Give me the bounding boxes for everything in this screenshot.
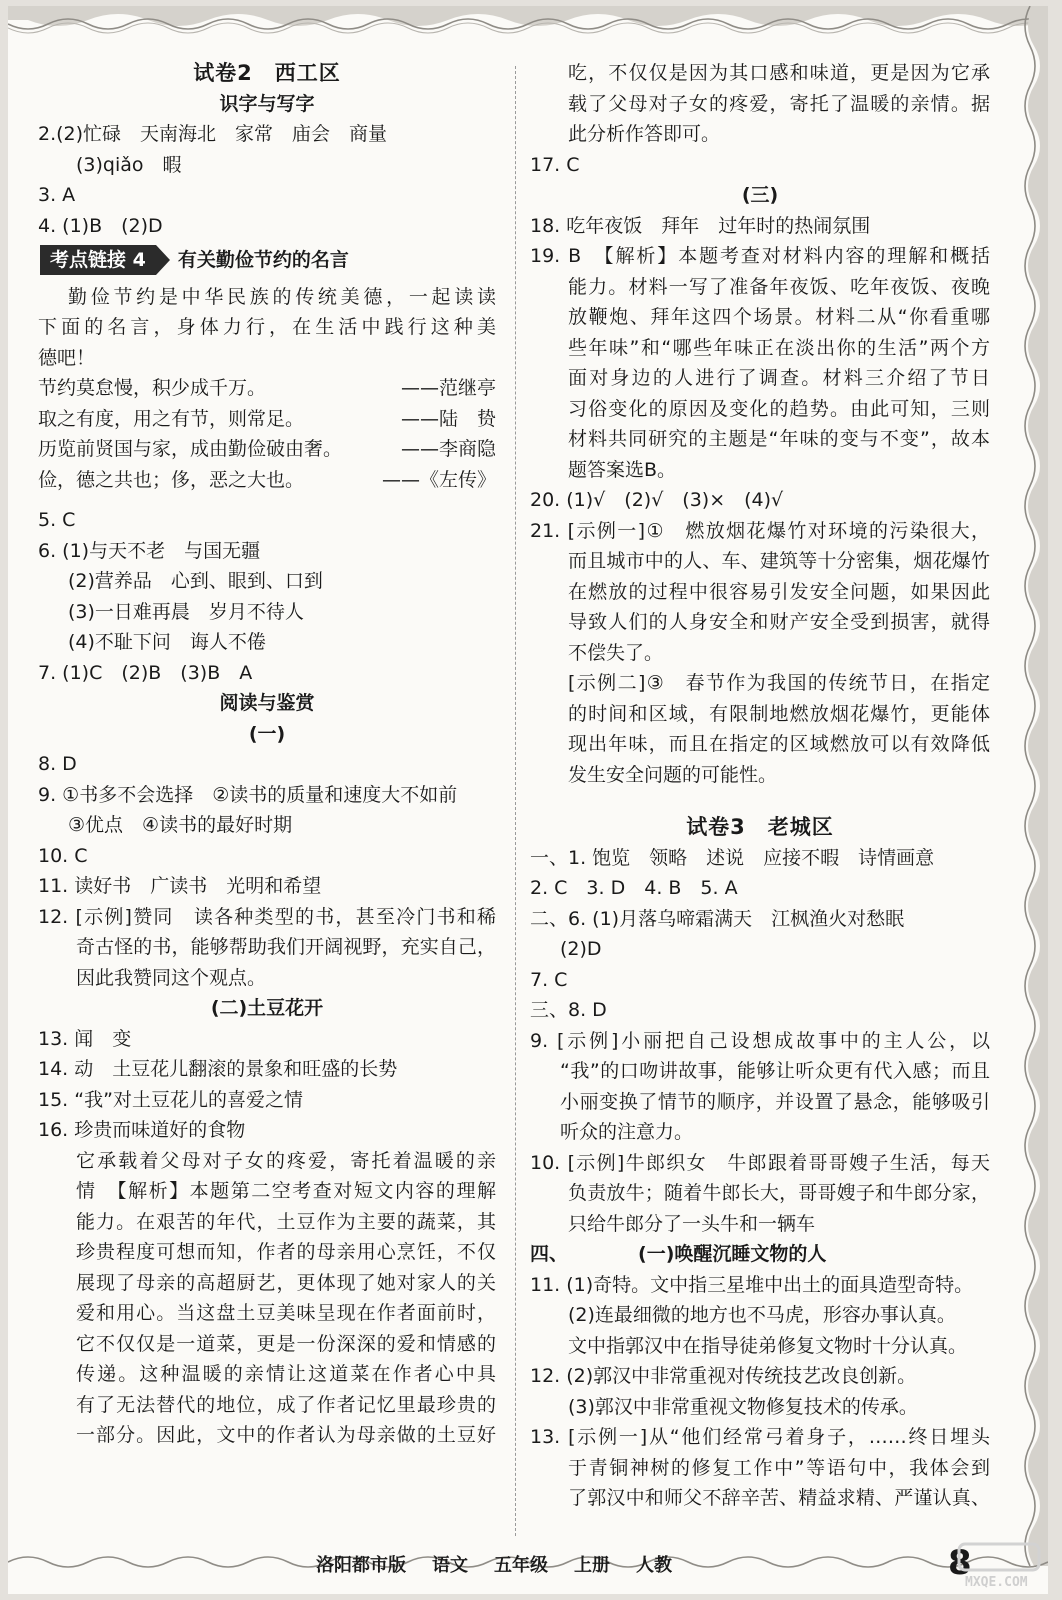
quote-text: 历览前贤国与家，成由勤俭破由奢。 [38,438,343,460]
answer-line: (2)连最细微的地方也不马虎，形容办事认真。 [568,1304,956,1326]
answer-line: 6. (1)与天不老 与国无疆 [38,539,261,562]
answer-line: 发生安全问题的可能性。 [568,763,778,786]
answer-line: 3. A [38,184,76,206]
answer-line: 18. 吃年夜饭 拜年 过年时的热闹氛围 [530,214,871,237]
answer-line: 16. 珍贵而味道好的食物 [38,1119,246,1141]
answer-line: 题答案选B。 [568,458,677,481]
watermark-text: MXQE.COM [965,1575,1028,1590]
quote-text: 俭，德之共也；侈，恶之大也。 [38,468,305,491]
answer-line: 5. C [38,509,76,531]
answer-line: 17. C [530,153,580,176]
footer-publisher: 人教 [636,1555,672,1576]
answer-line: 19. B 【解析】本题考查对材料内容的理解和概括 [530,245,990,267]
paper-title: 试卷3 老城区 [686,815,834,839]
footer-subject: 语文 [432,1555,468,1576]
subsection-heading: (三) [741,184,779,206]
answer-line: 载了父母对子女的疼爱，寄托了温暖的亲情。据 [568,92,990,115]
answer-line: 只给牛郎分了一头牛和一辆车 [568,1212,816,1235]
footer-term: 上册 [574,1555,610,1576]
footer-grade: 五年级 [494,1555,548,1576]
page-footer [8,1543,1048,1585]
answer-line: 三、8. D [530,999,607,1021]
answer-line: (4)不耻下问 诲人不倦 [68,631,266,653]
quote-text: 取之有度，用之有节，则常足。 [38,407,305,430]
paper-title: 试卷2 西工区 [193,61,341,85]
quote-text: 节约莫怠慢，积少成千万。 [38,377,267,399]
answer-line: 不偿失了。 [568,641,664,664]
intro-line: 下面的名言，身体力行，在生活中践行这种美 [38,316,496,338]
answer-line: [示例二]③ 春节作为我国的传统节日，在指定 [568,672,990,694]
answer-line: 了郭汉中和师父不辞辛苦、精益求精、严谨认真、 [568,1487,990,1509]
page-number: 8 [948,1543,972,1583]
answer-line: 习俗变化的原因及变化的趋势。由此可知，三则 [568,397,990,420]
answer-line: 在燃放的过程中很容易引发安全问题，如果因此 [568,580,990,603]
answer-line: 现出年味，而且在指定的区域燃放可以有效降低 [568,733,990,755]
answer-line: 它承载着父母对子女的疼爱，寄托着温暖的亲 [76,1149,496,1172]
answer-line: 12. [示例]赞同 读各种类型的书，甚至冷门书和稀 [38,905,496,928]
answer-line: 13. [示例一]从“他们经常弓着身子，……终日埋头 [530,1426,990,1448]
answer-line: 12. (2)郭汉中非常重视对传统技艺改良创新。 [530,1365,917,1387]
knowledge-link-box [38,245,496,276]
answer-line: 21. [示例一]① 燃放烟花爆竹对环境的污染很大， [530,519,990,542]
answer-line: ③优点 ④读书的最好时期 [68,814,293,836]
column-divider [515,66,516,1536]
watermark-icon [955,1540,1045,1590]
answer-line: (3)一日难再晨 岁月不待人 [68,600,304,623]
footer-edition: 洛阳都市版 [316,1555,406,1576]
answer-line: 2. C 3. D 4. B 5. A [530,877,738,899]
answer-line: 情 【解析】本题第二空考查对短文内容的理解 [76,1180,496,1202]
right-column [530,58,990,1514]
answer-line: 10. C [38,844,88,867]
answer-line: (3)qiǎo 暇 [76,153,182,176]
subsection-heading: (一) [248,722,286,745]
answer-line: 负责放牛；随着牛郎长大，哥哥嫂子和牛郎分家， [568,1182,990,1204]
answer-line: (2)D [560,938,602,960]
quote-line [38,373,496,404]
answer-line: 吃，不仅仅是因为其口感和味道，更是因为它承 [568,62,990,84]
answer-line: (2)营养品 心到、眼到、口到 [68,570,323,592]
answer-line: 二、6. (1)月落乌啼霜满天 江枫渔火对愁眠 [530,907,905,930]
answer-line: 展现了母亲的高超厨艺，更体现了她对家人的关 [76,1271,496,1294]
answer-line: 20. (1)√ (2)√ (3)× (4)√ [530,489,784,511]
answer-line: 11. (1)奇特。文中指三星堆中出土的面具造型奇特。 [530,1273,974,1296]
section-heading: 阅读与鉴赏 [219,692,315,714]
page [8,6,1048,1594]
answer-line: 的时间和区域，有限制地燃放烟花爆竹，更能体 [568,702,990,725]
answer-line: 一、1. 饱览 领略 述说 应接不暇 诗情画意 [530,846,935,869]
answer-line: 导致人们的人身安全和财产安全受到损害，就得 [568,611,990,633]
section-heading-row [530,1239,990,1270]
answer-line: 15. “我”对土豆花儿的喜爱之情 [38,1088,303,1111]
intro-line: 德吧！ [38,346,96,369]
answer-line: “我”的口吻讲故事，能够让听众更有代入感；而且 [560,1060,990,1082]
answer-line: 小丽变换了情节的顺序，并设置了悬念，能够吸引 [560,1090,990,1113]
footer-edition-info [316,1551,672,1577]
answer-line: 有了无法替代的地位，成了作者记忆里最珍贵的 [76,1393,496,1416]
wavy-border-top [8,6,1048,36]
answer-line: 13. 闻 变 [38,1027,132,1050]
quote-line [38,434,496,465]
answer-line: 7. C [530,968,568,991]
answer-line: 奇古怪的书，能够帮助我们开阔视野，充实自己， [76,936,496,958]
quote-author: ——范继亭 [400,377,496,399]
answer-line: 它不仅仅是一道菜，更是一份深深的爱和情感的 [76,1332,496,1355]
section-number: 四、 [530,1243,569,1265]
answer-line: 听众的注意力。 [560,1121,694,1143]
knowledge-link-tag: 考点链接 4 [40,245,156,275]
watermark-logo [955,1540,1045,1590]
answer-line: 4. (1)B (2)D [38,214,163,237]
quote-line [38,404,496,435]
answer-line: 放鞭炮、拜年这四个场景。材料二从“你看重哪 [568,306,990,328]
left-column [38,58,496,1451]
answer-line: 7. (1)C (2)B (3)B A [38,661,253,684]
subsection-heading: (一)唤醒沉睡文物的人 [638,1243,827,1265]
answer-line: 11. 读好书 广读书 光明和希望 [38,875,322,897]
quote-author: ——《左传》 [381,468,496,491]
quote-author: ——陆 贽 [400,407,496,430]
answer-line: 于青铜神树的修复工作中”等语句中，我体会到 [568,1456,990,1479]
answer-line: (3)郭汉中非常重视文物修复技术的传承。 [568,1395,918,1418]
knowledge-link-title: 有关勤俭节约的名言 [177,249,349,271]
answer-line: 珍贵程度可想而知，作者的母亲用心烹饪，不仅 [76,1241,496,1263]
answer-line: 9. [示例]小丽把自己设想成故事中的主人公，以 [530,1029,990,1052]
answer-line: 2.(2)忙碌 天南海北 家常 庙会 商量 [38,123,388,145]
subsection-heading: (二)土豆花开 [210,997,324,1019]
answer-line: 能力。材料一写了准备年夜饭、吃年夜饭、夜晚 [568,275,990,298]
answer-line: 8. D [38,753,77,775]
answer-line: 爱和用心。当这盘土豆美味呈现在作者面前时， [76,1302,496,1324]
answer-line: 9. ①书多不会选择 ②读书的质量和速度大不如前 [38,783,458,806]
answer-line: 因此我赞同这个观点。 [76,966,267,989]
section-heading: 识字与写字 [219,92,315,115]
answer-line: 10. [示例]牛郎织女 牛郎跟着哥哥嫂子生活，每天 [530,1151,990,1174]
answer-line: 文中指郭汉中在指导徒弟修复文物时十分认真。 [568,1334,968,1357]
quote-line [38,465,496,496]
answer-line: 些年味”和“哪些年味正在淡出你的生活”两个方 [568,336,990,359]
wavy-border-right [1018,6,1048,1566]
intro-line: 勤俭节约是中华民族的传统美德，一起读读 [68,285,496,308]
answer-line: 能力。在艰苦的年代，土豆作为主要的蔬菜，其 [76,1210,496,1233]
answer-line: 传递。这种温暖的亲情让这道菜在作者心中具 [76,1363,496,1385]
answer-line: 14. 动 土豆花儿翻滚的景象和旺盛的长势 [38,1058,398,1080]
answer-line: 一部分。因此，文中的作者认为母亲做的土豆好 [76,1424,496,1446]
answer-line: 材料共同研究的主题是“年味的变与不变”，故本 [568,428,990,450]
answer-line: 而且城市中的人、车、建筑等十分密集，烟花爆竹 [568,550,990,572]
answer-line: 此分析作答即可。 [568,123,721,145]
quote-author: ——李商隐 [400,438,496,460]
answer-line: 面对身边的人进行了调查。材料三介绍了节日 [568,367,990,389]
